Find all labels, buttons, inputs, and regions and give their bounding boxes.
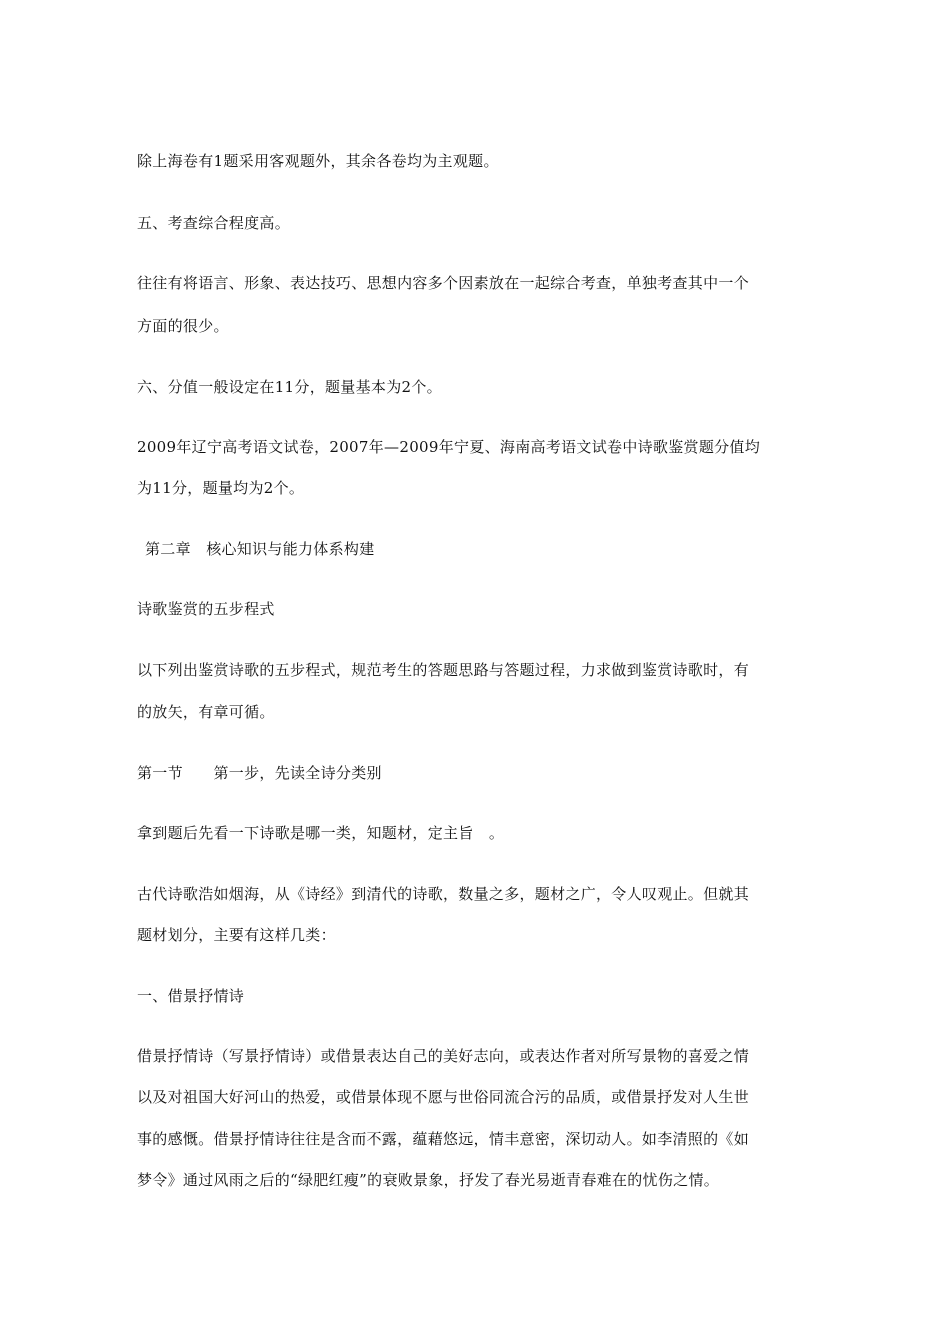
paragraph-line: 拿到题后先看一下诗歌是哪一类，知题材，定主旨 。	[137, 824, 505, 842]
paragraph-line: 以下列出鉴赏诗歌的五步程式，规范考生的答题思路与答题过程，力求做到鉴赏诗歌时，有	[137, 661, 750, 679]
paragraph-line: 为11分，题量均为2个。	[137, 479, 305, 497]
paragraph-line: 梦令》通过风雨之后的“绿肥红瘦”的衰败景象，抒发了春光易逝青春难在的忧伤之情。	[137, 1171, 720, 1189]
paragraph-line: 往往有将语言、形象、表达技巧、思想内容多个因素放在一起综合考查，单独考查其中一个	[137, 274, 750, 292]
section-heading: 一、借景抒情诗	[137, 987, 245, 1005]
chapter-heading: 第二章 核心知识与能力体系构建	[145, 540, 375, 558]
paragraph-line: 事的感慨。借景抒情诗往往是含而不露，蕴藉悠远，情丰意密，深切动人。如李清照的《如	[137, 1130, 750, 1148]
subsection-heading: 第一节 第一步，先读全诗分类别	[137, 764, 382, 782]
paragraph-line: 2009年辽宁高考语文试卷，2007年—2009年宁夏、海南高考语文试卷中诗歌鉴赏题分值均	[137, 438, 761, 456]
section-heading: 五、考查综合程度高。	[137, 214, 291, 232]
paragraph-line: 古代诗歌浩如烟海，从《诗经》到清代的诗歌，数量之多，题材之广，令人叹观止。但就其	[137, 885, 750, 903]
paragraph-line: 以及对祖国大好河山的热爱，或借景体现不愿与世俗同流合污的品质，或借景抒发对人生世	[137, 1088, 750, 1106]
paragraph-line: 借景抒情诗（写景抒情诗）或借景表达自己的美好志向，或表达作者对所写景物的喜爱之情	[137, 1047, 750, 1065]
section-heading: 六、分值一般设定在11分，题量基本为2个。	[137, 378, 442, 396]
paragraph-line: 题材划分，主要有这样几类：	[137, 926, 336, 944]
paragraph-line: 的放矢，有章可循。	[137, 703, 275, 721]
paragraph-line: 方面的很少。	[137, 317, 229, 335]
section-heading: 诗歌鉴赏的五步程式	[137, 600, 275, 618]
paragraph-line: 除上海卷有1题采用客观题外，其余各卷均为主观题。	[137, 152, 499, 170]
